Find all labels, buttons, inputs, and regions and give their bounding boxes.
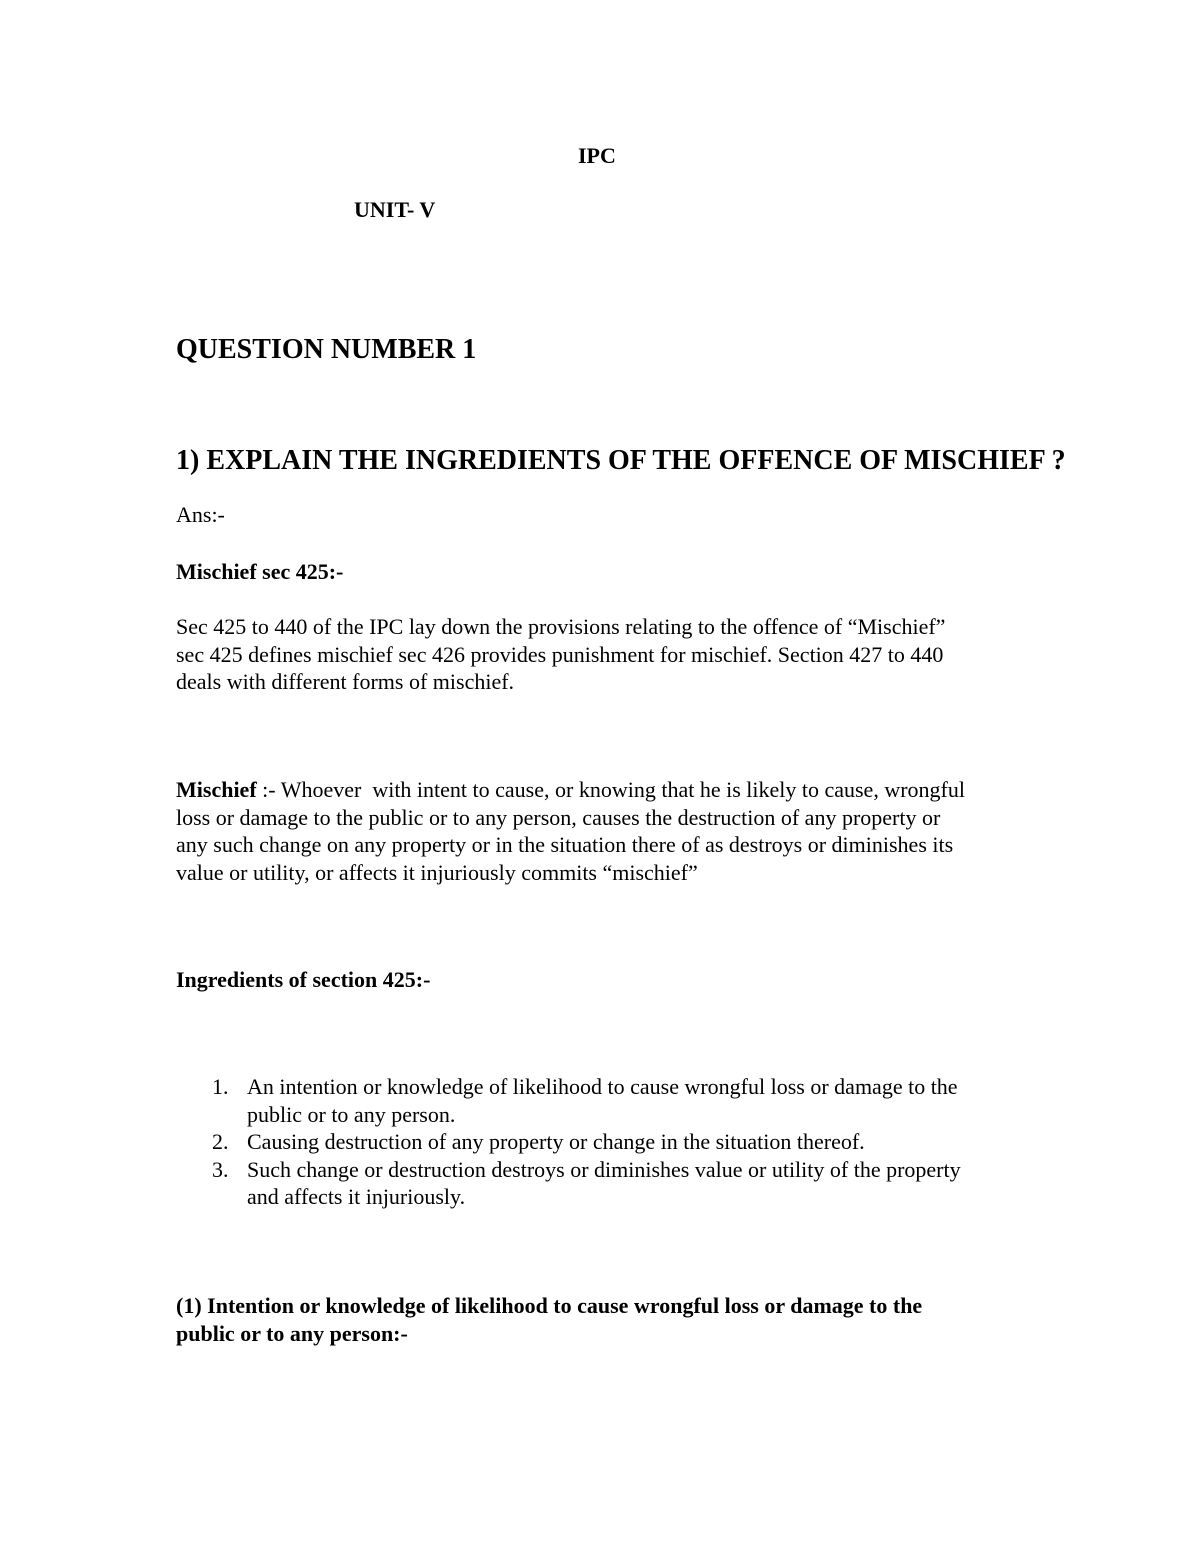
definition-term: Mischief — [176, 777, 257, 802]
intro-line: Sec 425 to 440 of the IPC lay down the provisions relating to the offence of “Mischief” — [176, 614, 946, 639]
definition-line: loss or damage to the public or to any person, causes the destruction of any property or — [176, 804, 941, 830]
ingredient-one-subheading — [176, 1292, 922, 1347]
subheading-line: public or to any person:- — [176, 1320, 408, 1346]
question-number-heading: QUESTION NUMBER 1 — [176, 334, 477, 365]
list-item-line: Causing destruction of any property or change in the situation thereof. — [247, 1129, 865, 1154]
definition-line: any such change on any property or in the situation there of as destroys or diminishes its — [176, 832, 954, 857]
list-item-line: and affects it injuriously. — [247, 1184, 466, 1209]
definition-text: :- Whoever with intent to cause, or knowing that he is likely to cause, wrongful — [256, 777, 965, 802]
list-item-number: 1. — [212, 1074, 229, 1099]
ingredients-list — [176, 1073, 961, 1211]
intro-line: sec 425 defines mischief sec 426 provides punishment for mischief. Section 427 to 440 — [176, 641, 944, 667]
definition-line: value or utility, or affects it injuriously commits “mischief” — [176, 859, 698, 885]
mischief-section-heading: Mischief sec 425:- — [176, 559, 344, 584]
question-text: 1) EXPLAIN THE INGREDIENTS OF THE OFFENCE OF MISCHIEF ? — [176, 445, 1066, 476]
unit-label: UNIT- V — [354, 197, 436, 222]
list-item-number: 2. — [212, 1129, 229, 1154]
ingredients-heading: Ingredients of section 425:- — [176, 967, 431, 992]
subheading-line: (1) Intention or knowledge of likelihood to cause wrongful loss or damage to the — [176, 1293, 923, 1318]
list-item — [176, 1156, 961, 1211]
list-item — [176, 1073, 961, 1128]
document-title: IPC — [578, 143, 616, 168]
list-item-line: Such change or destruction destroys or diminishes value or utility of the property — [247, 1156, 961, 1182]
definition-line — [176, 776, 1036, 804]
answer-label: Ans:- — [176, 502, 225, 527]
list-item-line: public or to any person. — [247, 1101, 456, 1127]
intro-line: deals with different forms of mischief. — [176, 669, 515, 694]
definition-paragraph — [176, 776, 1036, 886]
list-item-number: 3. — [212, 1156, 229, 1182]
list-item — [176, 1128, 961, 1156]
intro-paragraph — [176, 613, 1036, 696]
list-item-line: An intention or knowledge of likelihood to cause wrongful loss or damage to the — [247, 1074, 958, 1099]
